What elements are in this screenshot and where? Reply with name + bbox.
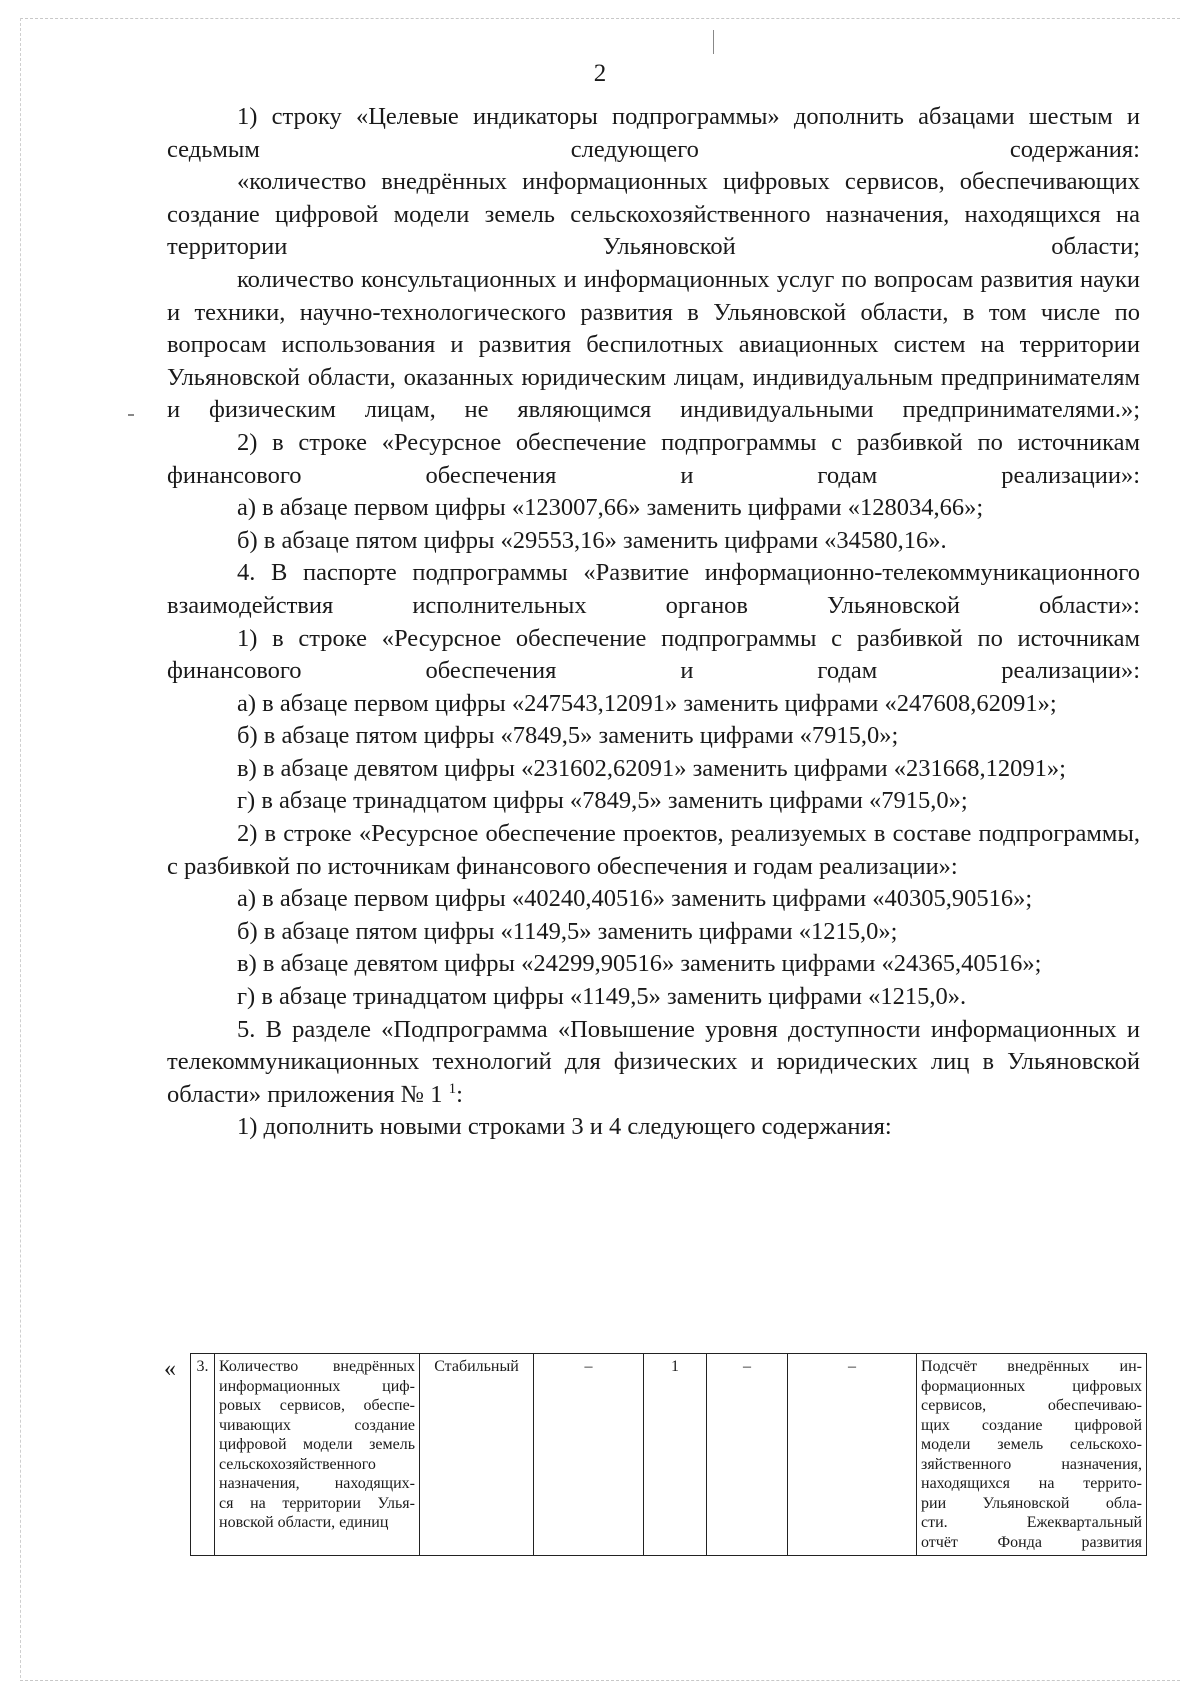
method-line: Подсчёт внедрённых ин- (921, 1358, 1142, 1375)
paragraph-7: 4. В паспорте подпрограммы «Развитие информационно-телекоммуникационного взаимодействия исполнительных органов Ульяновской области»: (167, 559, 1140, 619)
method-line: сти. Ежеквартальный (921, 1514, 1142, 1531)
indicator-line: чивающих создание (219, 1416, 415, 1434)
indicator-line: сельскохозяйственного (219, 1455, 376, 1473)
cell-row-number: 3. (191, 1354, 215, 1556)
paragraph-18 (167, 1014, 1140, 1112)
paragraph-14: а) в абзаце первом цифры «40240,40516» заменить цифрами «40305,90516»; (237, 885, 1033, 913)
paragraph-5: а) в абзаце первом цифры «123007,66» заменить цифрами «128034,66»; (237, 494, 984, 522)
scan-frame-top (20, 18, 1180, 19)
method-line: формационных цифровых (921, 1377, 1142, 1395)
paragraph-4: 2) в строке «Ресурсное обеспечение подпрограммы с разбивкой по источникам финансового обеспечения и годам реализации»: (167, 428, 1140, 489)
table-row (191, 1354, 1147, 1556)
paragraph-18-superscript: 1 (448, 1080, 457, 1097)
cell-value-c: – (707, 1354, 788, 1556)
cell-value-d: – (788, 1354, 917, 1556)
method-line: сервисов, обеспечиваю- (921, 1397, 1142, 1414)
paragraph-17: г) в абзаце тринадцатом цифры «1149,5» заменить цифрами «1215,0». (237, 983, 967, 1011)
method-line: рии Ульяновской обла- (921, 1494, 1142, 1512)
paragraph-2: «количество внедрённых информационных цифровых сервисов, обеспечивающих создание цифровой модели земель сельскохозяйственного назначения, находящихся на территории Ульяновской области; (167, 168, 1140, 261)
paragraph-3: количество консультационных и информационных услуг по вопросам развития науки и техники, научно-технологического развития в Ульяновской области, в том числе по вопросам использования и развития беспилотных авиационных систем на территории Ульяновской области, оказанных юридическим лицам, индивидуальным предпринимателям и физическим лицам, не являющимся индивидуальными предпринимателями.»; (167, 265, 1140, 424)
cell-indicator-name (215, 1354, 420, 1556)
paragraph-19: 1) дополнить новыми строками 3 и 4 следующего содержания: (237, 1113, 892, 1141)
indicator-line: ровых сервисов, обеспе- (219, 1397, 415, 1414)
paragraph-11: в) в абзаце девятом цифры «231602,62091» заменить цифрами «231668,12091»; (237, 754, 1066, 782)
table-open-quote: « (164, 1356, 176, 1382)
scan-frame-left (20, 18, 21, 1678)
scan-frame-bottom (20, 1680, 1180, 1681)
paragraph-18-text: 5. В разделе «Подпрограмма «Повышение уровня доступности информационных и телекоммуникационных технологий для физических и юридических лиц в Ульяновской области» приложения № 1 (167, 1015, 1140, 1108)
paragraph-13: 2) в строке «Ресурсное обеспечение проектов, реализуемых в составе подпрограммы, с разбивкой по источникам финансового обеспечения и годам реализации»: (167, 820, 1140, 880)
scan-artifact-dash (128, 414, 134, 416)
paragraph-16: в) в абзаце девятом цифры «24299,90516» заменить цифрами «24365,40516»; (237, 950, 1042, 978)
paragraph-15: б) в абзаце пятом цифры «1149,5» заменить цифрами «1215,0»; (237, 917, 898, 945)
cell-indicator-type: Стабильный (420, 1354, 534, 1556)
indicator-line: ся на территории Улья- (219, 1494, 415, 1512)
indicator-line: информационных циф- (219, 1377, 415, 1395)
paragraph-18-colon: : (456, 1080, 463, 1108)
paragraph-1: 1) строку «Целевые индикаторы подпрограммы» дополнить абзацами шестым и седьмым следующего содержания: (167, 103, 1140, 163)
method-line: отчёт Фонда развития (921, 1533, 1142, 1551)
method-line: щих создание цифровой (921, 1416, 1142, 1434)
method-line: зяйственного назначения, (921, 1455, 1142, 1473)
cell-value-a: – (534, 1354, 644, 1556)
paragraph-10: б) в абзаце пятом цифры «7849,5» заменить цифрами «7915,0»; (237, 722, 899, 750)
paragraph-12: г) в абзаце тринадцатом цифры «7849,5» заменить цифрами «7915,0»; (237, 787, 968, 815)
method-line: модели земель сельскохо- (921, 1436, 1142, 1453)
indicator-line: назначения, находящих- (219, 1475, 415, 1492)
scan-artifact-mark (713, 30, 714, 54)
method-line: находящихся на террито- (921, 1475, 1142, 1492)
cell-calculation-method (917, 1354, 1147, 1556)
paragraph-6: б) в абзаце пятом цифры «29553,16» заменить цифрами «34580,16». (237, 526, 947, 554)
cell-value-b: 1 (644, 1354, 707, 1556)
page-number: 2 (593, 60, 607, 87)
indicator-line: новской области, единиц (219, 1514, 389, 1531)
indicator-table (190, 1353, 1147, 1556)
indicator-line: Количество внедрённых (219, 1358, 415, 1375)
paragraph-8: 1) в строке «Ресурсное обеспечение подпрограммы с разбивкой по источникам финансового обеспечения и годам реализации»: (167, 624, 1140, 685)
paragraph-9: а) в абзаце первом цифры «247543,12091» заменить цифрами «247608,62091»; (237, 689, 1057, 717)
indicator-line: цифровой модели земель (219, 1436, 415, 1453)
document-body (167, 101, 1140, 1144)
